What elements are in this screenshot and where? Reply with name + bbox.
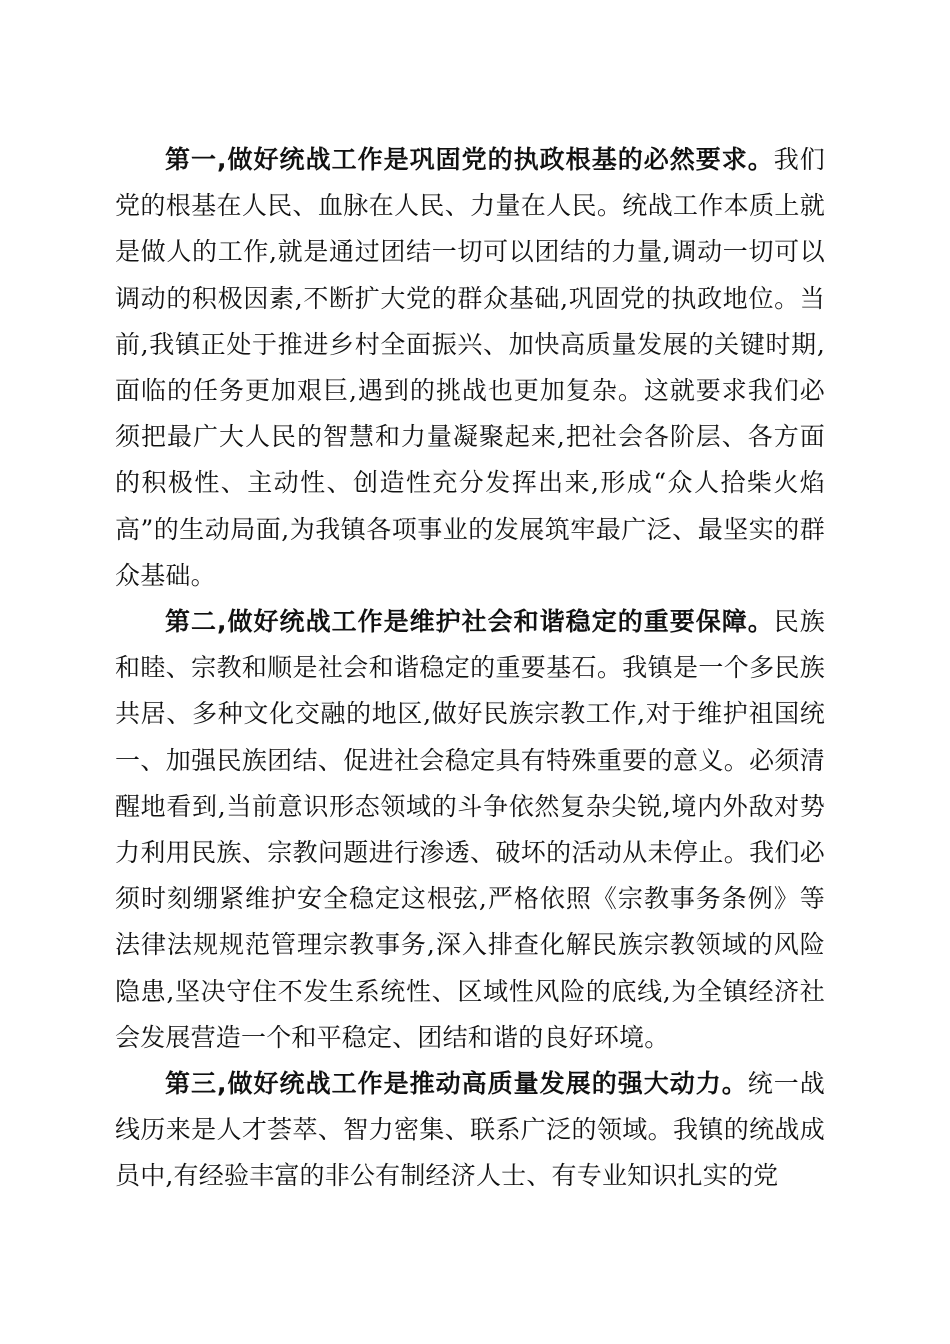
paragraph-3-lead: 第三,做好统战工作是推动高质量发展的强大动力。: [165, 1069, 748, 1099]
paragraph-3-body: 统一战线历来是人才荟萃、智力密集、联系广泛的领域。我镇的统战成员中,有经验丰富的非公有制经济人士、有专业知识扎实的党: [115, 1069, 825, 1191]
paragraph-2: [115, 599, 825, 1061]
paragraph-2-lead: 第二,做好统战工作是维护社会和谐稳定的重要保障。: [165, 607, 774, 637]
paragraph-1: [115, 137, 825, 599]
paragraph-2-body: 民族和睦、宗教和顺是社会和谐稳定的重要基石。我镇是一个多民族共居、多种文化交融的地区,做好民族宗教工作,对于维护祖国统一、加强民族团结、促进社会稳定具有特殊重要的意义。必须清醒地看到,当前意识形态领域的斗争依然复杂尖锐,境内外敌对势力利用民族、宗教问题进行渗透、破坏的活动从未停止。我们必须时刻绷紧维护安全稳定这根弦,严格依照《宗教事务条例》等法律法规规范管理宗教事务,深入排查化解民族宗教领域的风险隐患,坚决守住不发生系统性、区域性风险的底线,为全镇经济社会发展营造一个和平稳定、团结和谐的良好环境。: [115, 607, 825, 1052]
paragraph-3: [115, 1061, 825, 1200]
paragraph-1-body: 我们党的根基在人民、血脉在人民、力量在人民。统战工作本质上就是做人的工作,就是通过团结一切可以团结的力量,调动一切可以调动的积极因素,不断扩大党的群众基础,巩固党的执政地位。当前,我镇正处于推进乡村全面振兴、加快高质量发展的关键时期,面临的任务更加艰巨,遇到的挑战也更加复杂。这就要求我们必须把最广大人民的智慧和力量凝聚起来,把社会各阶层、各方面的积极性、主动性、创造性充分发挥出来,形成“众人拾柴火焰高”的生动局面,为我镇各项事业的发展筑牢最广泛、最坚实的群众基础。: [115, 145, 825, 590]
document-body: [115, 137, 825, 1200]
paragraph-1-lead: 第一,做好统战工作是巩固党的执政根基的必然要求。: [165, 145, 774, 174]
